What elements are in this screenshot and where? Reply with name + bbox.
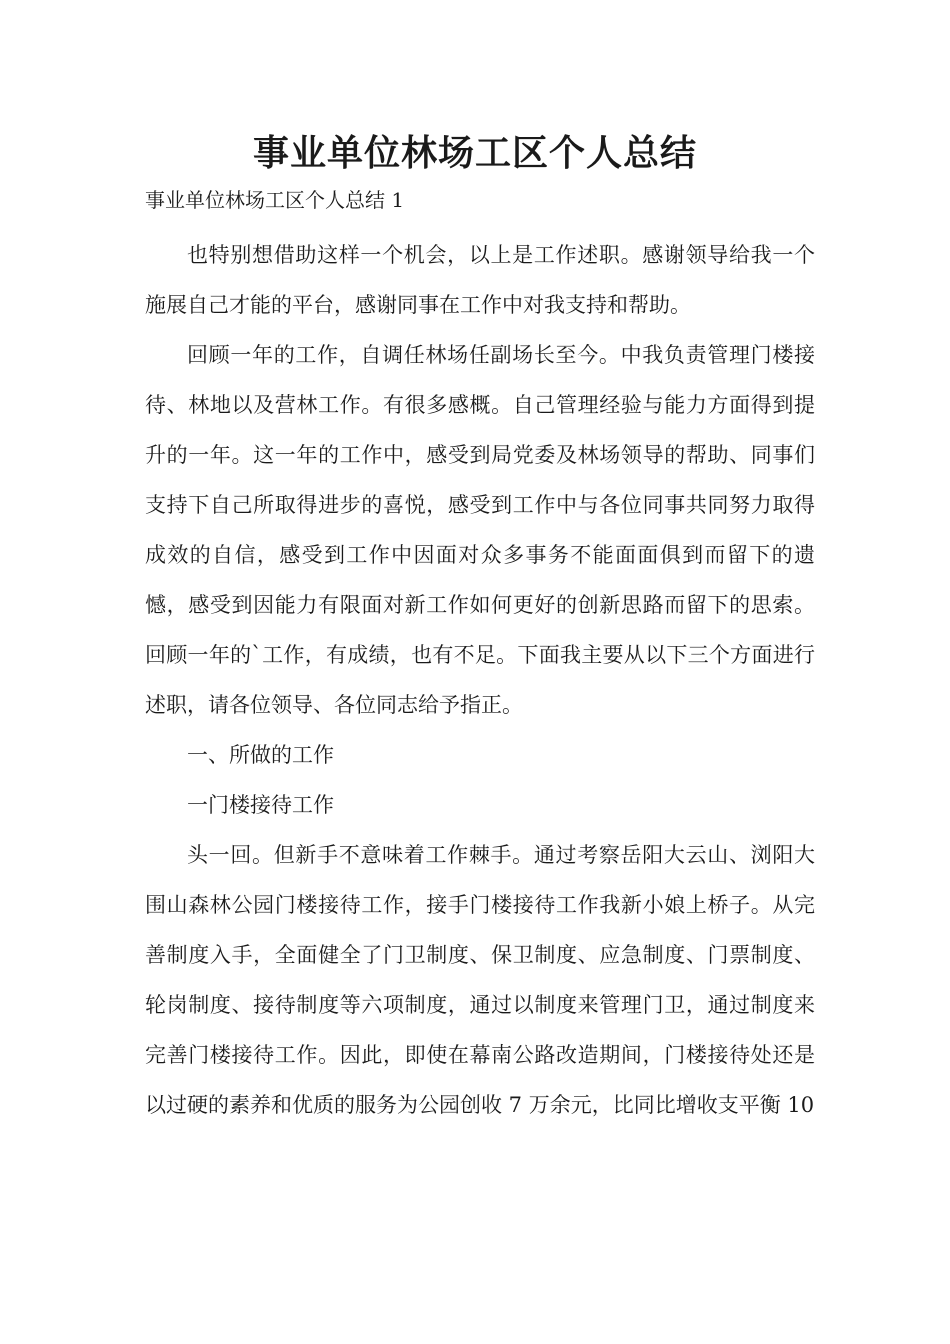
subsection-heading-gate-reception: 一门楼接待工作 <box>187 793 334 817</box>
paragraph-gate-reception: 头一回。但新手不意味着工作棘手。通过考察岳阳大云山、浏阳大围山森林公园门楼接待工作，接手门楼接待工作我新小娘上桥子。从完善制度入手，全面健全了门卫制度、保卫制度、应急制度、门票制度、轮岗制度、接待制度等六项制度，通过以制度来管理门卫，通过制度来完善门楼接待工作。因此，即使在幕南公路改造期间，门楼接待处还是以过硬的素养和优质的服务为公园创收 7 万余元，比同比增收支平衡 10 <box>145 843 815 1117</box>
paragraph-intro: 也特别想借助这样一个机会，以上是工作述职。感谢领导给我一个施展自己才能的平台，感谢同事在工作中对我支持和帮助。 <box>145 243 815 317</box>
document-title: 事业单位林场工区个人总结 <box>252 132 697 174</box>
document-subtitle: 事业单位林场工区个人总结 1 <box>145 188 405 212</box>
section-heading-work-done: 一、所做的工作 <box>187 743 334 767</box>
document-body <box>145 230 815 1130</box>
paragraph-review: 回顾一年的工作，自调任林场任副场长至今。中我负责管理门楼接待、林地以及营林工作。有很多感概。自己管理经验与能力方面得到提升的一年。这一年的工作中，感受到局党委及林场领导的帮助、同事们支持下自己所取得进步的喜悦，感受到工作中与各位同事共同努力取得成效的自信，感受到工作中因面对众多事务不能面面俱到而留下的遗憾，感受到因能力有限面对新工作如何更好的创新思路而留下的思索。回顾一年的`工作，有成绩，也有不足。下面我主要从以下三个方面进行述职，请各位领导、各位同志给予指正。 <box>145 343 815 717</box>
